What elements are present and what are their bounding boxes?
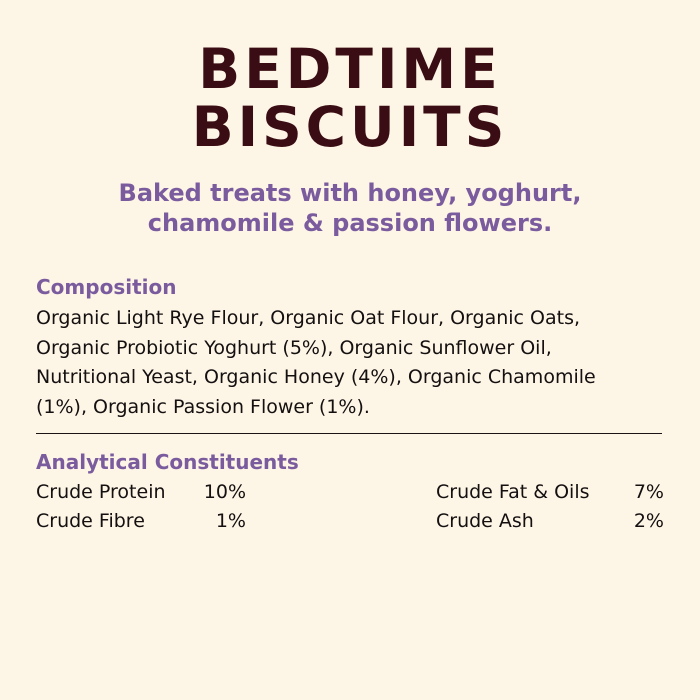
constituent-label: Crude Ash <box>436 510 534 532</box>
composition-line: Organic Probiotic Yoghurt (5%), Organic Sunflower Oil, <box>36 336 552 359</box>
constituent-value: 2% <box>633 510 664 532</box>
constituent-crude-protein <box>36 479 246 505</box>
product-subtitle-line-1: Baked treats with honey, yoghurt, <box>118 179 582 207</box>
constituent-crude-ash <box>436 508 664 534</box>
constituent-crude-fibre <box>36 508 246 534</box>
product-title-line-1: BEDTIME <box>198 37 502 101</box>
product-subtitle <box>0 178 700 238</box>
constituent-value: 7% <box>633 481 664 503</box>
composition-line: Organic Light Rye Flour, Organic Oat Flour, Organic Oats, <box>36 307 581 329</box>
constituent-label: Crude Fat & Oils <box>436 481 590 503</box>
product-title-line-2: BISCUITS <box>191 95 509 159</box>
section-divider <box>36 433 662 434</box>
constituent-value: 10% <box>203 481 246 503</box>
product-title <box>0 37 700 159</box>
constituent-label: Crude Fibre <box>36 510 145 532</box>
composition-line: (1%), Organic Passion Flower (1%). <box>36 395 370 418</box>
analytical-constituents-heading: Analytical Constituents <box>36 450 299 474</box>
constituent-label: Crude Protein <box>36 481 166 503</box>
constituent-crude-fat-oils <box>436 479 664 505</box>
product-subtitle-line-2: chamomile & passion flowers. <box>147 209 553 237</box>
composition-text <box>36 304 676 422</box>
composition-line: Nutritional Yeast, Organic Honey (4%), Organic Chamomile <box>36 366 596 388</box>
constituent-value: 1% <box>215 510 246 532</box>
composition-heading: Composition <box>36 275 177 299</box>
